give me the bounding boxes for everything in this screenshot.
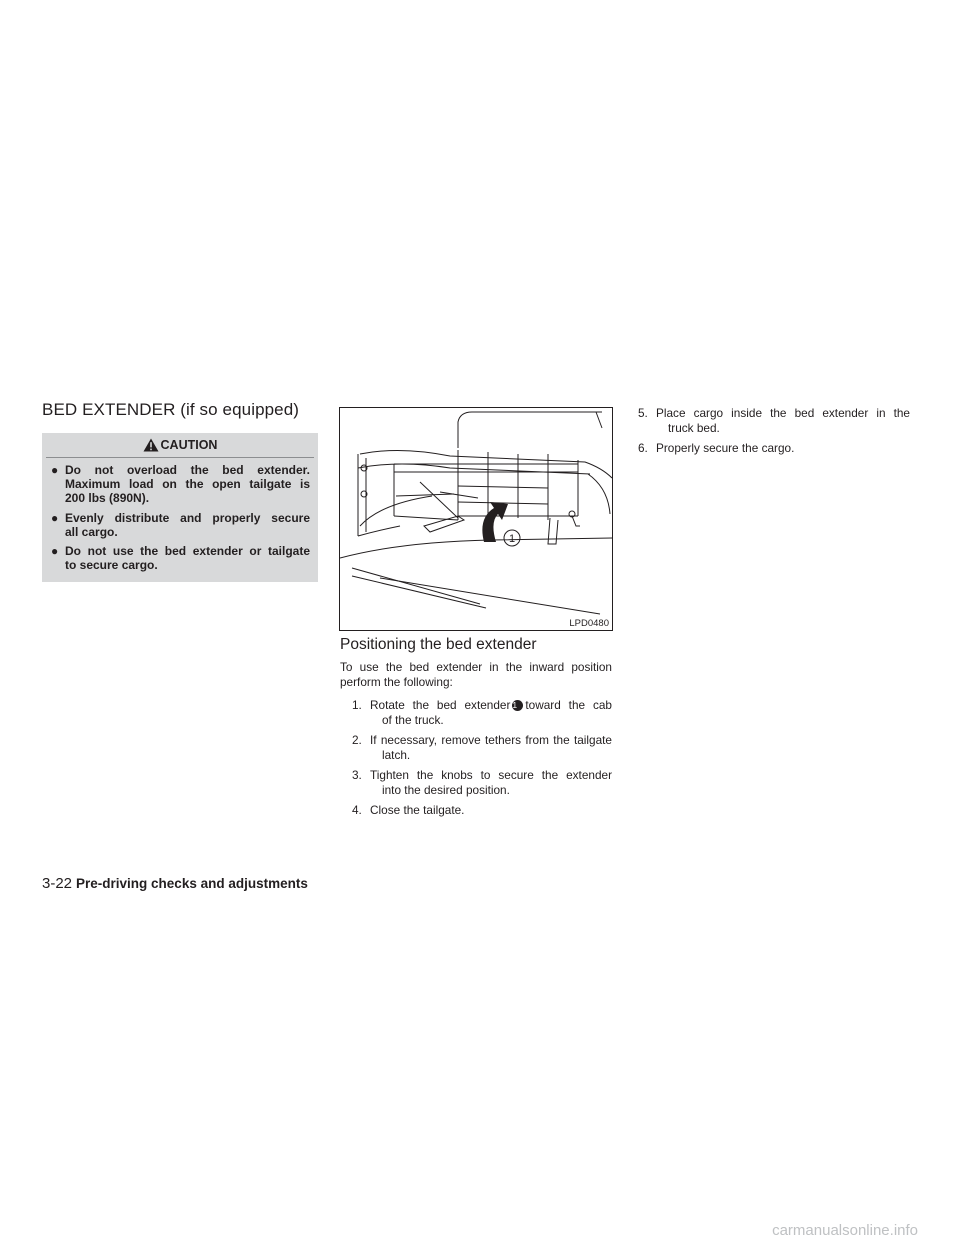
caution-heading: CAUTION — [160, 438, 218, 452]
caution-item: ● Do not overload the bed extender. Maximum load on the open tailgate is 200 lbs (890N). — [51, 463, 310, 506]
caution-item: ● Evenly distribute and properly secure all cargo. — [51, 510, 310, 539]
bed-extender-illustration — [339, 407, 613, 631]
intro-paragraph: To use the bed extender in the inward position perform the following: — [340, 660, 612, 689]
truck-bed-drawing — [340, 408, 612, 630]
caution-header — [46, 433, 314, 458]
section-title: BED EXTENDER (if so equipped) — [42, 400, 300, 419]
step-item: 2. If necessary, remove tethers from the tailgate latch. — [352, 733, 612, 762]
caution-item: ● Do not use the bed extender or tailgate to secure cargo. — [51, 544, 310, 573]
chapter-title: Pre-driving checks and adjustments — [76, 876, 308, 891]
caution-list — [42, 458, 318, 572]
bullet-icon: ● — [51, 544, 59, 559]
steps-list — [340, 698, 612, 823]
warning-triangle-icon — [143, 438, 159, 452]
callout-ref-icon: 1 — [512, 700, 523, 711]
figure-code: LPD0480 — [569, 618, 609, 629]
step-item: 1. Rotate the bed extender 1 toward the cab of the truck. — [352, 698, 612, 727]
step-item: 5. Place cargo inside the bed extender in the truck bed. — [638, 406, 910, 435]
subsection-title: Positioning the bed extender — [340, 636, 537, 653]
caution-box — [42, 433, 318, 582]
bullet-icon: ● — [51, 463, 59, 477]
bullet-icon: ● — [51, 510, 59, 525]
step-item: 6. Properly secure the cargo. — [638, 441, 795, 455]
page-number: 3-22 — [42, 875, 73, 892]
page-footer — [42, 875, 308, 892]
step-item: 3. Tighten the knobs to secure the extender into the desired position. — [352, 768, 612, 797]
watermark: carmanualsonline.info — [772, 1222, 918, 1239]
steps-list-continued — [638, 406, 910, 461]
step-item: 4. Close the tailgate. — [352, 803, 465, 817]
callout-label: 1 — [508, 533, 516, 545]
